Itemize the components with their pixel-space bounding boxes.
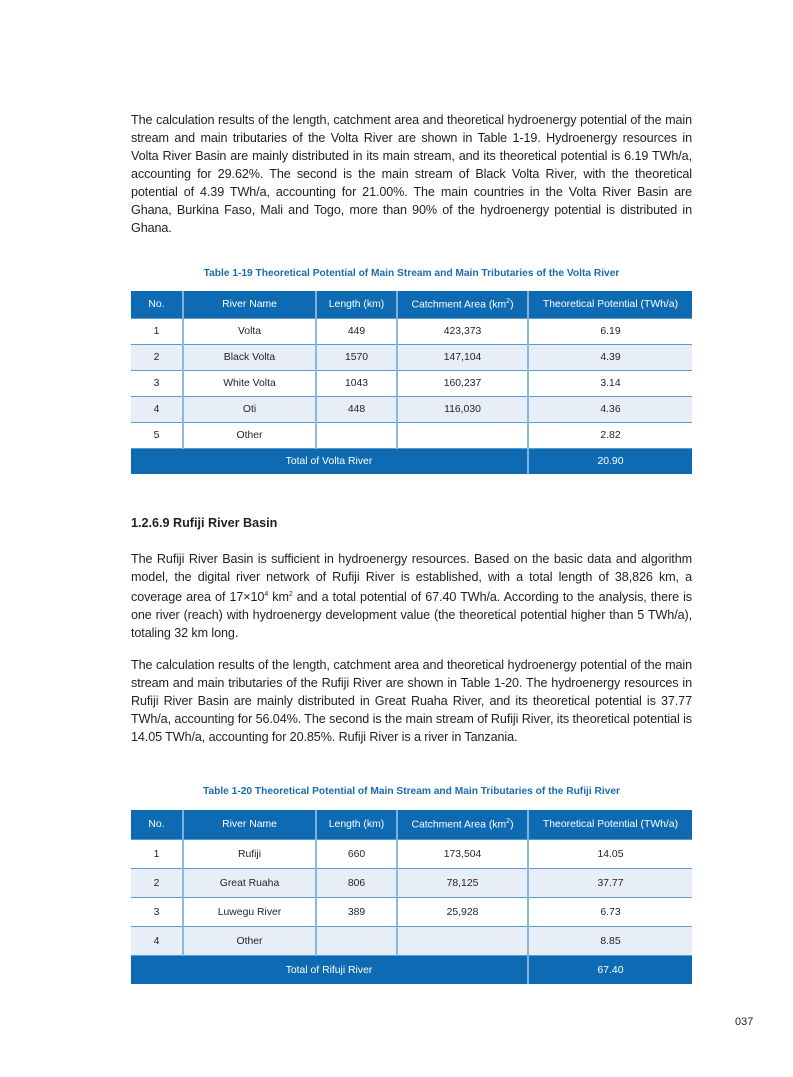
cell-length: 389	[316, 898, 397, 927]
header-length: Length (km)	[316, 810, 397, 840]
cell-potential: 3.14	[528, 371, 692, 397]
cell-no: 1	[131, 319, 183, 345]
cell-river-name: Black Volta	[183, 345, 316, 371]
cell-no: 2	[131, 869, 183, 898]
total-value: 67.40	[528, 956, 692, 985]
cell-potential: 2.82	[528, 423, 692, 449]
cell-potential: 8.85	[528, 927, 692, 956]
cell-potential: 4.36	[528, 397, 692, 423]
cell-no: 2	[131, 345, 183, 371]
header-no: No.	[131, 810, 183, 840]
cell-length: 660	[316, 840, 397, 869]
superscript: 4	[264, 591, 269, 598]
superscript: 2	[506, 298, 511, 306]
text: and a total potential of 67.40 TWh/a. According to the analysis, there is one river (reach) with hydroenergy development value (the theoretical potential higher than 5 TWh/a), totaling 32 km long.	[131, 590, 692, 641]
table-row	[131, 397, 692, 423]
cell-river-name: Rufiji	[183, 840, 316, 869]
header-catchment: Catchment Area $(km^2)$	[397, 291, 528, 319]
total-row	[131, 449, 692, 475]
cell-length: 1043	[316, 371, 397, 397]
cell-no: 4	[131, 927, 183, 956]
cell-catchment: 160,237	[397, 371, 528, 397]
cell-catchment	[397, 927, 528, 956]
table-header-row	[131, 810, 692, 840]
header-potential: Theoretical Potential (TWh/a)	[528, 810, 692, 840]
cell-catchment: 78,125	[397, 869, 528, 898]
cell-length: 1570	[316, 345, 397, 371]
cell-potential: 6.19	[528, 319, 692, 345]
table-row	[131, 927, 692, 956]
cell-no: 4	[131, 397, 183, 423]
superscript: 2	[506, 818, 511, 826]
cell-potential: 37.77	[528, 869, 692, 898]
page-number: 037	[735, 1016, 754, 1028]
cell-potential: 6.73	[528, 898, 692, 927]
cell-river-name: Other	[183, 927, 316, 956]
table-row	[131, 319, 692, 345]
table-1-20	[131, 810, 692, 984]
table-1-19	[131, 291, 692, 474]
header-catchment-label: Catchment Area (km	[411, 819, 507, 831]
cell-no: 3	[131, 371, 183, 397]
header-catchment-label: Catchment Area (km	[411, 299, 507, 311]
table-header-row	[131, 291, 692, 319]
paragraph-rufiji-results: The calculation results of the length, catchment area and theoretical hydroenergy potential of the main stream and main tributaries of the Rufiji River are shown in Table 1-20. The hydroenergy resources in Rufiji River Basin are mainly distributed in Great Ruaha River, and its theoretical potential is 37.77 TWh/a, accounting for 56.04%. The second is the main stream of Rufiji River, its theoretical potential is 14.05 TWh/a, accounting for 20.85%. Rufiji River is a river in Tanzania.	[131, 658, 692, 744]
paragraph-volta-results: The calculation results of the length, catchment area and theoretical hydroenergy potential of the main stream and main tributaries of the Volta River are shown in Table 1-19. Hydroenergy resources in Volta River Basin are mainly distributed in its main stream, and its theoretical potential is 6.19 TWh/a, accounting for 29.62%. The second is the main stream of Black Volta River, with the theoretical potential of 4.39 TWh/a, accounting for 21.00%. The main countries in the Volta River Basin are Ghana, Burkina Faso, Mali and Togo, more than 90% of the hydroenergy potential is distributed in Ghana.	[131, 113, 692, 235]
header-potential: Theoretical Potential (TWh/a)	[528, 291, 692, 319]
total-label: Total of Rifuji River	[131, 956, 528, 985]
cell-length	[316, 423, 397, 449]
header-river-name: River Name	[183, 810, 316, 840]
cell-length: 806	[316, 869, 397, 898]
cell-river-name: Volta	[183, 319, 316, 345]
paragraph-rufiji-intro	[131, 550, 692, 642]
table-row	[131, 371, 692, 397]
cell-no: 5	[131, 423, 183, 449]
table-row	[131, 869, 692, 898]
table-1-19-caption: Table 1-19 Theoretical Potential of Main Stream and Main Tributaries of the Volta River	[203, 268, 620, 279]
cell-river-name: Oti	[183, 397, 316, 423]
cell-length	[316, 927, 397, 956]
cell-no: 1	[131, 840, 183, 869]
cell-catchment: 173,504	[397, 840, 528, 869]
cell-catchment: 147,104	[397, 345, 528, 371]
cell-length: 449	[316, 319, 397, 345]
cell-length: 448	[316, 397, 397, 423]
cell-catchment	[397, 423, 528, 449]
total-row	[131, 956, 692, 985]
cell-no: 3	[131, 898, 183, 927]
table-row	[131, 345, 692, 371]
cell-river-name: Luwegu River	[183, 898, 316, 927]
header-river-name: River Name	[183, 291, 316, 319]
cell-potential: 4.39	[528, 345, 692, 371]
table-row	[131, 898, 692, 927]
section-heading: 1.2.6.9 Rufiji River Basin	[131, 516, 278, 530]
cell-catchment: 423,373	[397, 319, 528, 345]
text: The Rufiji River Basin is sufficient in hydroenergy resources. Based on the basic data and algorithm model, the digital river network of Rufiji River is established, with a total length of 38,826 km, a coverage area of 17×10	[131, 552, 692, 605]
cell-catchment: 116,030	[397, 397, 528, 423]
cell-river-name: Other	[183, 423, 316, 449]
cell-catchment: 25,928	[397, 898, 528, 927]
total-value: 20.90	[528, 449, 692, 475]
cell-river-name: Great Ruaha	[183, 869, 316, 898]
header-catchment: Catchment Area $(km^2)$	[397, 810, 528, 840]
header-no: No.	[131, 291, 183, 319]
table-row	[131, 840, 692, 869]
header-length: Length (km)	[316, 291, 397, 319]
table-1-20-caption: Table 1-20 Theoretical Potential of Main Stream and Main Tributaries of the Rufiji River	[202, 786, 620, 797]
cell-potential: 14.05	[528, 840, 692, 869]
superscript: 2	[288, 591, 293, 598]
table-row	[131, 423, 692, 449]
cell-river-name: White Volta	[183, 371, 316, 397]
total-label: Total of Volta River	[131, 449, 528, 475]
text: km	[268, 590, 289, 605]
